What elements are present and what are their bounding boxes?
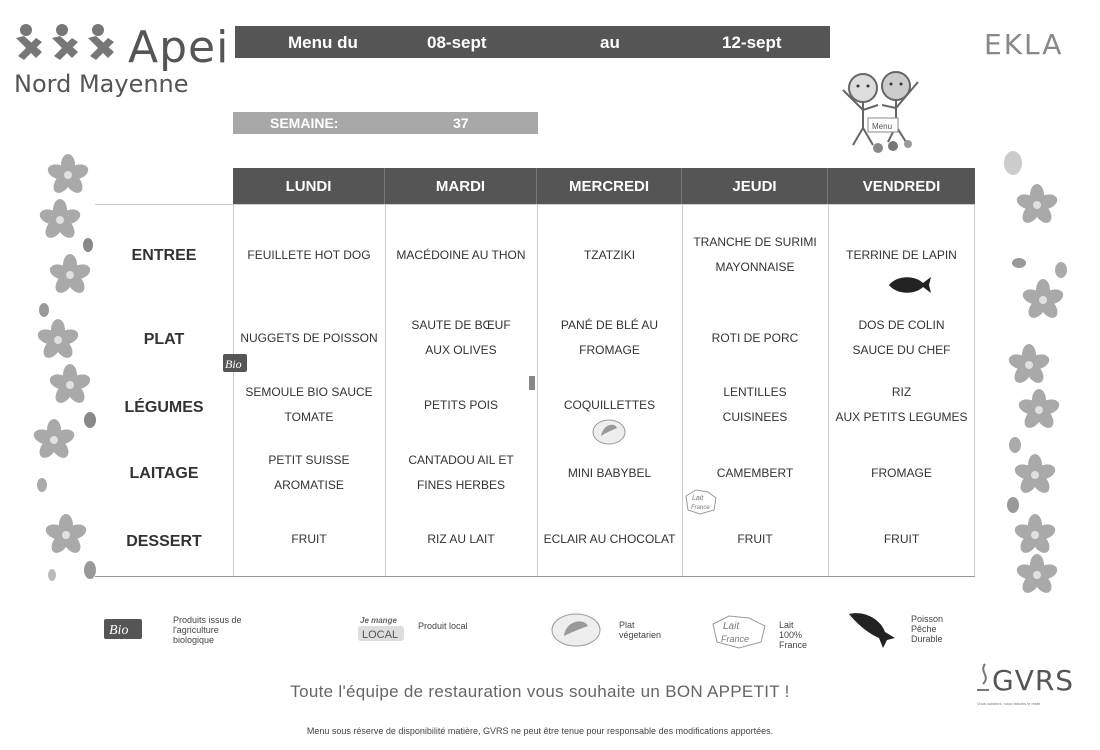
legend-fish-text: Poisson Pêche Durable [911,614,944,644]
day-header-mardi: MARDI [385,168,537,204]
menu-cell-legumes-lundi: SEMOULE BIO SAUCE TOMATE [245,385,373,424]
gvrs-logo: GVRS [992,664,1075,697]
menu-cell-entree-mercredi: TZATZIKI [583,247,636,262]
menu-label: Menu du [288,33,358,52]
menu-cell-entree-vendredi: TERRINE DE LAPIN [846,247,957,262]
day-header-vendredi: VENDREDI [828,168,975,204]
menu-cell-laitage-lundi: PETIT SUISSE AROMATISE [268,453,350,492]
menu-cell-legumes-vendredi: RIZ AUX PETITS LEGUMES [835,385,968,424]
day-header-jeudi: JEUDI [682,168,828,204]
date-separator: au [600,33,620,52]
flower-border-right-icon [995,145,1075,605]
menu-cell-entree-lundi: FEUILLETE HOT DOG [247,247,371,262]
menu-cell-dessert-lundi: FRUIT [291,532,327,546]
menu-cell-dessert-mercredi: ECLAIR AU CHOCOLAT [543,532,676,546]
lait-badge-bottom: France [691,505,710,511]
logo-subtitle: Nord Mayenne [14,70,189,98]
apei-logo [14,18,244,98]
menu-cell-plat-jeudi: ROTI DE PORC [711,330,799,345]
local-mini-icon [528,375,536,391]
week-bar [233,112,538,134]
menu-date-header [235,26,830,58]
menu-cell-dessert-vendredi: FRUIT [883,532,920,546]
legend-local-bottom: LOCAL [362,629,399,641]
menu-cell-laitage-mercredi: MINI BABYBEL [567,465,652,480]
day-header-mercredi: MERCREDI [537,168,682,204]
menu-cell-legumes-mardi: PETITS POIS [423,397,498,412]
legend-vegetarian-icon [550,612,602,648]
bio-badge-text: Bio [225,357,242,371]
legend-bio-icon-text: Bio [109,623,129,638]
vegetarian-badge-icon [591,418,627,446]
legend-local-top: Je mange [360,616,397,625]
disclaimer: Menu sous réserve de disponibilité matière, GVRS ne peut être tenue pour responsable des modifications apportées. [306,726,774,736]
legend-local-icon [356,614,408,644]
week-number: 37 [453,115,469,131]
menu-cell-dessert-jeudi: FRUIT [737,532,773,546]
menu-cell-plat-mercredi: PANÉ DE BLÉ AU FROMAGE [560,318,659,357]
category-laitage: LAITAGE [129,465,199,482]
menu-cell-laitage-jeudi: CAMEMBERT [716,465,794,480]
menu-cell-plat-mardi: SAUTE DE BŒUF AUX OLIVES [411,318,511,357]
bon-appetit-message: Toute l'équipe de restauration vous souhaite un BON APPETIT ! [290,682,790,701]
flower-border-left-icon [30,150,105,590]
logo-name: Apei [128,22,230,73]
end-date: 12-sept [722,33,782,52]
legend-lait-bottom: France [721,634,750,644]
legend-local-text: Produit local [418,621,468,631]
kids-illustration [818,60,948,160]
menu-cell-laitage-vendredi: FROMAGE [871,465,932,480]
legend-fish-icon [847,608,897,648]
lait-france-badge-icon [682,488,720,516]
legend-lait-top: Lait [723,621,740,632]
category-plat: PLAT [143,331,185,348]
table-bottom-rule [95,576,975,577]
day-header-lundi: LUNDI [233,168,385,204]
menu-cell-plat-lundi: NUGGETS DE POISSON [240,330,378,345]
legend-lait-icon [707,612,771,652]
menu-cell-entree-mardi: MACÉDOINE AU THON [396,247,526,262]
gvrs-tagline: Vous cuisinez, nous faisons le reste [977,701,1041,706]
legend-lait-text: Lait 100% France [779,620,808,650]
menu-grid [95,204,975,576]
sustainable-fish-icon [885,273,935,297]
menu-cell-legumes-jeudi: LENTILLES CUISINEES [722,385,788,424]
menu-cell-plat-vendredi: DOS DE COLIN SAUCE DU CHEF [852,318,951,357]
menu-cell-legumes-mercredi: COQUILLETTES [563,397,656,412]
category-legumes: LÉGUMES [124,399,204,416]
kids-menu-caption: Menu [872,122,893,131]
legend-bio-icon [103,618,143,640]
start-date: 08-sept [427,33,487,52]
category-entree: ENTREE [131,247,197,264]
legend-bio-text: Produits issus de l'agriculture biologique [173,615,242,645]
legend-vegetarian-text: Plat végetarien [619,620,662,640]
bio-badge-icon [222,353,248,373]
ekla-logo: EKLA [984,28,1064,61]
menu-cell-laitage-mardi: CANTADOU AIL ET FINES HERBES [408,453,514,492]
apei-people-icon [14,22,124,62]
week-label: SEMAINE: [270,115,339,131]
menu-cell-entree-jeudi: TRANCHE DE SURIMI MAYONNAISE [693,235,817,274]
menu-cell-dessert-mardi: RIZ AU LAIT [427,532,495,546]
category-dessert: DESSERT [126,533,202,550]
lait-badge-top: Lait [692,495,704,502]
